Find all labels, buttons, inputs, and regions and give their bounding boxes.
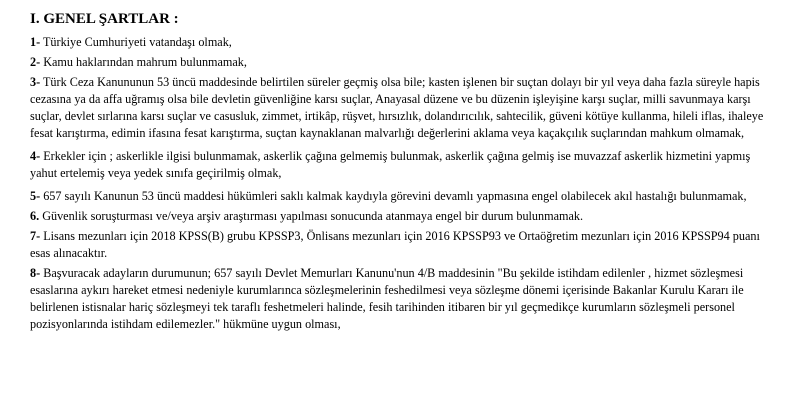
- item-text: Türkiye Cumhuriyeti vatandaşı olmak,: [40, 35, 232, 49]
- item-text: Kamu haklarından mahrum bulunmamak,: [40, 55, 247, 69]
- condition-item-1: [30, 34, 770, 51]
- condition-item-2: [30, 54, 770, 71]
- item-number: 6.: [30, 209, 40, 223]
- item-number: 4-: [30, 149, 41, 163]
- condition-item-4: [30, 148, 770, 182]
- condition-item-7: [30, 228, 770, 262]
- item-text: Türk Ceza Kanununun 53 üncü maddesinde belirtilen süreler geçmiş olsa bile; kasten işlenen bir suçtan dolayı bir yıl veya daha fazla süreyle hapis cezasına ya da affa uğramış olsa bile devletin güvenliğine karsı suçlar, Anayasal düzene ve bu düzenin işleyişine karşı suçlar, milli savunmaya karşı suçlar, devlet sırlarına karsı suçlar ve casusluk, zimmet, irtikâp, rüşvet, hırsızlık, dolandırıcılık, sahtecilik, güveni kötüye kullanma, hileli iflas, ihaleye fesat karıştırma, edimin ifasına fesat karıştırma, suçtan kaynaklanan malvarlığı değerlerini aklama veya kaçakçılık suçlarından mahkum olmamak,: [30, 75, 764, 140]
- item-text: Başvuracak adayların durumunun; 657 sayılı Devlet Memurları Kanunu'nun 4/B maddesinin "Bu şekilde istihdam edilenler , hizmet sözleşmesi esaslarına aykırı hareket etmesi nedeniyle kurumlarınca sözleşmelerinin feshedilmesi veya sözleşme dönemi içerisinde Bakanlar Kurulu Kararı ile belirlenen istisnalar hariç sözleşmeyi tek taraflı feshetmeleri halinde, fesih tarihinden itibaren bir yıl geçmedikçe kurumların sözleşmeli personel pozisyonlarında istihdam edilemezler." hükmüne uygun olması,: [30, 266, 744, 331]
- item-text: 657 sayılı Kanunun 53 üncü maddesi hükümleri saklı kalmak kaydıyla görevini devamlı yapmasına engel olabilecek akıl hastalığı bulunmamak,: [40, 189, 747, 203]
- condition-item-8: [30, 265, 770, 333]
- item-number: 8-: [30, 266, 41, 280]
- item-number: 1-: [30, 35, 41, 49]
- item-number: 3-: [30, 75, 41, 89]
- item-number: 7-: [30, 229, 41, 243]
- condition-item-3: [30, 74, 770, 142]
- item-text: Güvenlik soruşturması ve/veya arşiv araştırması yapılması sonucunda atanmaya engel bir durum bulunmamak.: [39, 209, 584, 223]
- item-number: 2-: [30, 55, 41, 69]
- condition-item-5: [30, 188, 770, 205]
- item-text: Lisans mezunları için 2018 KPSS(B) grubu KPSSP3, Önlisans mezunları için 2016 KPSSP93 ve Ortaöğretim mezunları için 2016 KPSSP94 puanı esas alınacaktır.: [30, 229, 760, 260]
- section-title: I. GENEL ŞARTLAR :: [30, 11, 179, 27]
- item-text: Erkekler için ; askerlikle ilgisi bulunmamak, askerlik çağına gelmemiş bulunmak, askerlik çağına gelmiş ise muvazzaf askerlik hizmetini yapmış yahut ertelemiş veya yedek sınıfa geçirilmiş olmak,: [30, 149, 751, 180]
- item-number: 5-: [30, 189, 41, 203]
- condition-item-6: [30, 208, 770, 225]
